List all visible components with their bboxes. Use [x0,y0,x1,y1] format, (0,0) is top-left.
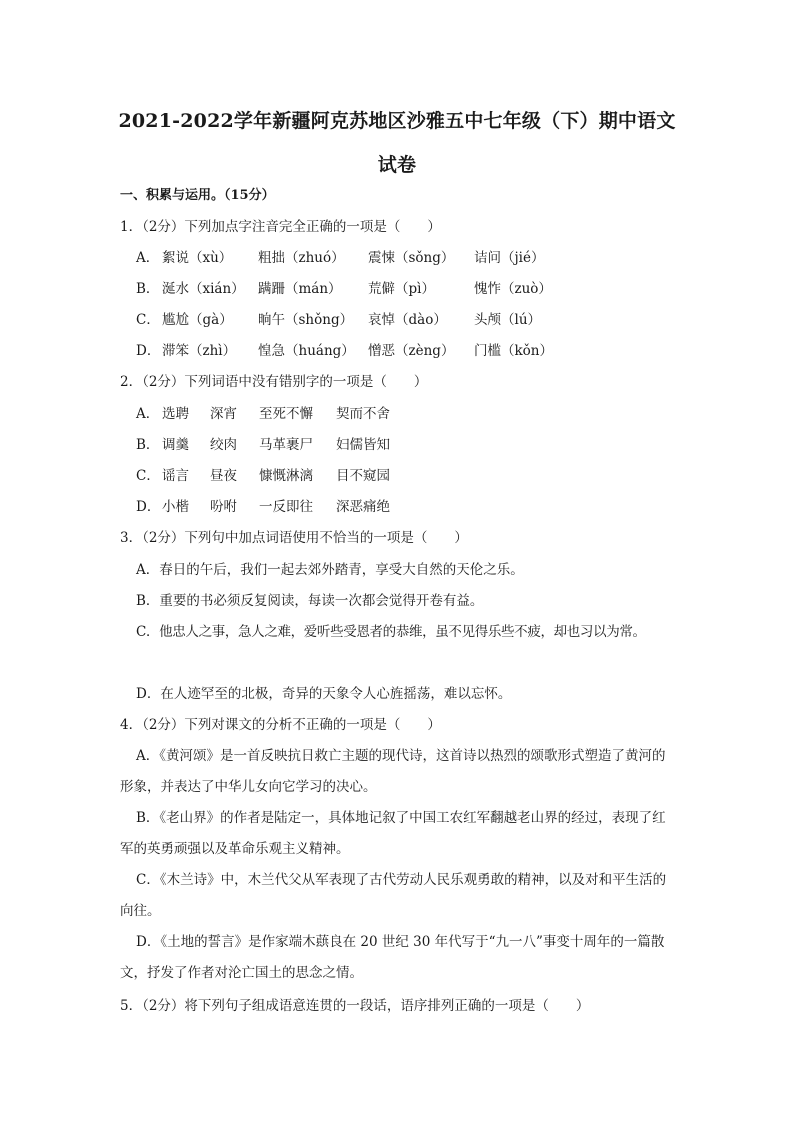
option-item: 荒僻（pì） [368,281,435,297]
question-4-stem: 4．（2分）下列对课文的分析不正确的一项是（ ） [120,717,441,733]
option-item: 惶急（huáng） [258,343,355,359]
option-label: C． [136,312,160,328]
option-item: 小楷 [162,499,189,515]
option-item: 马革裹尸 [259,437,313,453]
question-2-stem: 2．（2分）下列词语中没有错别字的一项是（ ） [120,374,428,390]
option-item: 涎水（xián） [162,281,245,297]
option-item: 调羹 [162,437,189,453]
option-item: 憎恶（zèng） [368,343,455,359]
question-4-option-c: C．《木兰诗》中，木兰代父从军表现了古代劳动人民乐观勇敢的精神，以及对和平生活的向往。 [120,872,667,919]
option-label: D． [136,499,161,515]
question-1-stem: 1．（2分）下列加点字注音完全正确的一项是（ ） [120,219,441,235]
option-item: 绞肉 [210,437,237,453]
option-item: 目不窥园 [336,468,390,484]
question-5-stem: 5．（2分）将下列句子组成语意连贯的一段话，语序排列正确的一项是（ ） [120,998,590,1014]
option-label: B． [136,281,160,297]
option-item: 震悚（sǒng） [368,250,455,266]
option-item: 昼夜 [210,468,237,484]
option-item: 尴尬（gà） [162,312,233,328]
option-item: 选聘 [162,406,189,422]
exam-title-line2: 试卷 [377,154,417,176]
option-label: C． [136,468,160,484]
question-4-option-a: A．《黄河颂》是一首反映抗日救亡主题的现代诗，这首诗以热烈的颂歌形式塑造了黄河的形象，并表达了中华儿女向它学习的决心。 [120,748,666,795]
option-item: 谣言 [162,468,189,484]
option-item: 慷慨淋漓 [259,468,313,484]
option-item: 一反即往 [259,499,313,515]
option-item: 哀悼（dào） [368,312,447,328]
option-label: D． [136,343,161,359]
option-item: 头颅（lú） [474,312,542,328]
exam-title-line1: 2021-2022学年新疆阿克苏地区沙雅五中七年级（下）期中语文 [118,110,676,132]
option-item: 妇儒皆知 [336,437,390,453]
question-3-option-c: C．他忠人之事，急人之难，爱听些受恩者的恭维，虽不见得乐些不疲，却也习以为常。 [136,624,646,640]
question-3-option-b: B．重要的书必须反复阅读，每读一次都会觉得开卷有益。 [136,593,484,609]
question-3-option-a: A．春日的午后，我们一起去郊外踏青，享受大自然的天伦之乐。 [136,562,524,578]
option-item: 晌午（shǒng） [258,312,354,328]
option-item: 深恶痛绝 [336,499,390,515]
option-label: B． [136,437,160,453]
question-3-stem: 3．（2分）下列句中加点词语使用不恰当的一项是（ ） [120,530,468,546]
question-3-option-d: D．在人迹罕至的北极，奇异的天象令人心旌摇荡，难以忘怀。 [136,686,512,702]
option-item: 门槛（kǒn） [474,343,554,359]
option-item: 蹒跚（mán） [258,281,342,297]
question-4-option-b: B．《老山界》的作者是陆定一，具体地记叙了中国工农红军翻越老山界的经过，表现了红军的英勇顽强以及革命乐观主义精神。 [120,810,666,857]
option-item: 契而不舍 [336,406,390,422]
option-label: A． [136,250,160,266]
question-4-option-d: D．《土地的誓言》是作家端木蕻良在 20 世纪 30 年代写于“九一八”事变十周年的一篇散文，抒发了作者对沦亡国土的思念之情。 [120,934,665,981]
option-item: 吩咐 [210,499,237,515]
option-item: 絮说（xù） [162,250,233,266]
option-item: 滞笨（zhì） [162,343,237,359]
option-item: 愧怍（zuò） [474,281,552,297]
option-item: 粗拙（zhuó） [258,250,345,266]
section-heading: 一、积累与运用。（15分） [120,188,275,203]
option-item: 深宵 [210,406,237,422]
option-label: A． [136,406,160,422]
option-item: 诘问（jié） [474,250,545,266]
option-item: 至死不懈 [259,406,313,422]
